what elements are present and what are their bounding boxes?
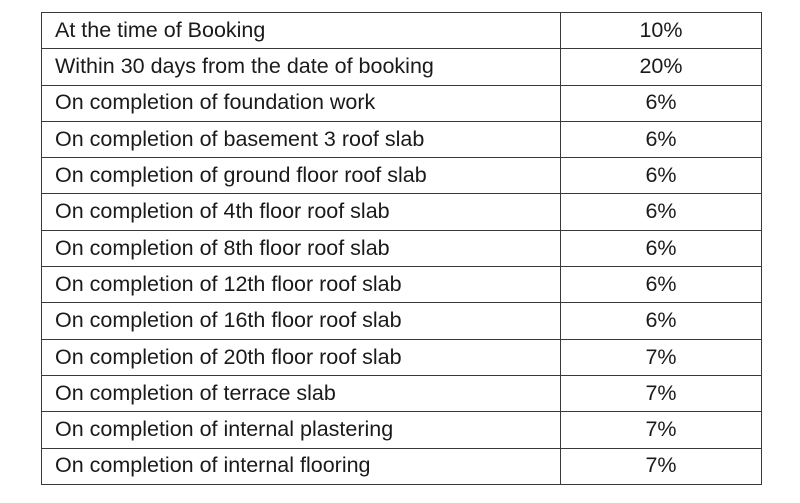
percent-cell: 6% — [561, 194, 762, 230]
stage-cell: On completion of internal plastering — [42, 412, 561, 448]
stage-cell: On completion of 20th floor roof slab — [42, 339, 561, 375]
percent-cell: 6% — [561, 85, 762, 121]
percent-cell: 6% — [561, 121, 762, 157]
table-row — [42, 230, 762, 266]
stage-cell: Within 30 days from the date of booking — [42, 49, 561, 85]
stage-cell: At the time of Booking — [42, 13, 561, 49]
stage-cell: On completion of ground floor roof slab — [42, 158, 561, 194]
stage-cell: On completion of foundation work — [42, 85, 561, 121]
percent-cell: 7% — [561, 375, 762, 411]
stage-cell: On completion of 16th floor roof slab — [42, 303, 561, 339]
table-row — [42, 339, 762, 375]
table-row — [42, 49, 762, 85]
percent-cell: 6% — [561, 158, 762, 194]
percent-cell: 6% — [561, 267, 762, 303]
percent-cell: 10% — [561, 13, 762, 49]
table-row — [42, 85, 762, 121]
table-row — [42, 121, 762, 157]
stage-cell: On completion of 12th floor roof slab — [42, 267, 561, 303]
percent-cell: 7% — [561, 339, 762, 375]
table-row — [42, 194, 762, 230]
stage-cell: On completion of 8th floor roof slab — [42, 230, 561, 266]
percent-cell: 20% — [561, 49, 762, 85]
percent-cell: 6% — [561, 303, 762, 339]
percent-cell: 6% — [561, 230, 762, 266]
table-row — [42, 158, 762, 194]
percent-cell: 7% — [561, 448, 762, 484]
stage-cell: On completion of internal flooring — [42, 448, 561, 484]
table-row — [42, 303, 762, 339]
table-row — [42, 375, 762, 411]
stage-cell: On completion of 4th floor roof slab — [42, 194, 561, 230]
percent-cell: 7% — [561, 412, 762, 448]
stage-cell: On completion of basement 3 roof slab — [42, 121, 561, 157]
table-row — [42, 412, 762, 448]
payment-schedule-container — [41, 12, 762, 485]
table-row — [42, 267, 762, 303]
table-row — [42, 448, 762, 484]
stage-cell: On completion of terrace slab — [42, 375, 561, 411]
table-row — [42, 13, 762, 49]
payment-schedule-table — [41, 12, 762, 485]
